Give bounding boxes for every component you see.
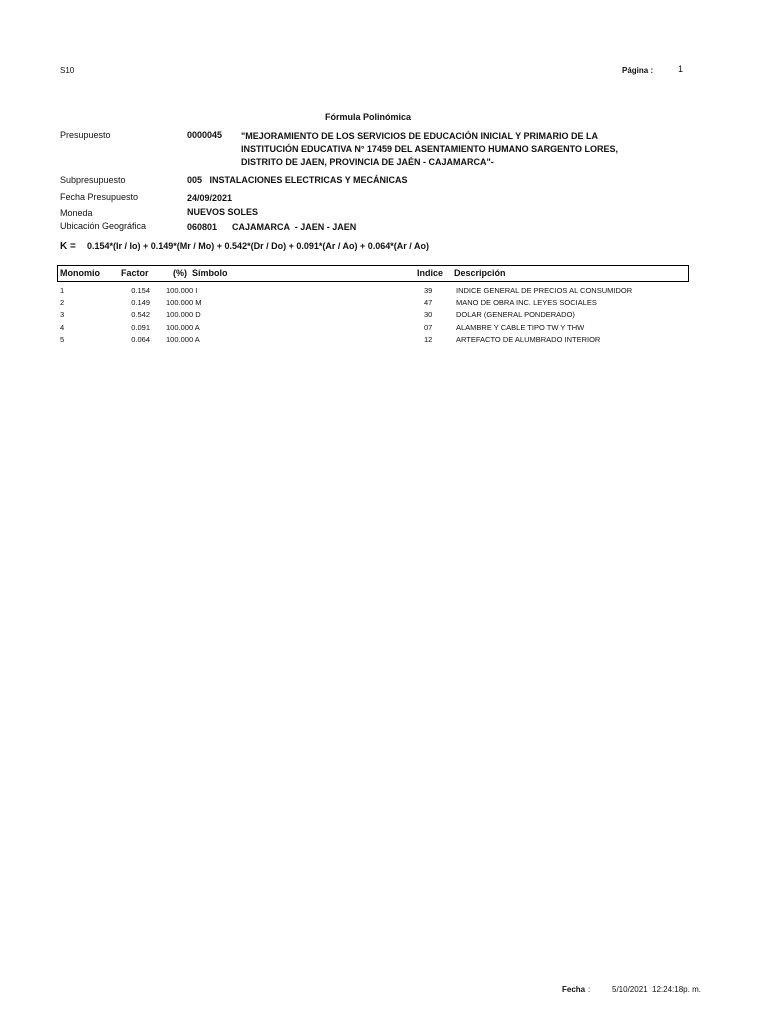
percent-symbol-cell: 100.000 A [166, 322, 200, 332]
header-indice: Indice [417, 268, 444, 278]
subpresupuesto-label: Subpresupuesto [60, 175, 126, 185]
monomio-cell: 5 [60, 334, 65, 344]
polynomial-formula [60, 241, 429, 252]
table-row [0, 335, 768, 347]
header-pct-simbolo: (%) Símbolo [173, 268, 228, 278]
factor-cell: 0.542 [131, 310, 150, 320]
document-title: Fórmula Polinómica [324, 112, 411, 122]
footer-date-colon: : [588, 985, 591, 994]
fecha-presupuesto-label: Fecha Presupuesto [60, 192, 139, 202]
subpresupuesto-value: 005 INSTALACIONES ELECTRICAS Y MECÁNICAS [187, 175, 408, 185]
table-row [0, 298, 768, 310]
presupuesto-code: 0000045 [187, 130, 223, 140]
formula-label: K = [60, 241, 76, 252]
indice-cell: 07 [424, 322, 433, 332]
monomio-cell: 1 [60, 286, 65, 295]
report-code: S10 [60, 66, 75, 75]
factor-cell: 0.091 [131, 322, 150, 332]
percent-symbol-cell: 100.000 A [166, 334, 200, 344]
descripcion-cell: ALAMBRE Y CABLE TIPO TW Y THW [456, 322, 585, 332]
indice-cell: 30 [424, 310, 433, 320]
indice-cell: 47 [424, 298, 433, 308]
percent-symbol-cell: 100.000 M [166, 298, 202, 308]
table-row [0, 310, 768, 322]
fecha-presupuesto-value: 24/09/2021 [187, 193, 233, 203]
descripcion-cell: INDICE GENERAL DE PRECIOS AL CONSUMIDOR [456, 286, 633, 295]
header-monomio: Monomio [60, 268, 100, 278]
indice-cell: 12 [424, 334, 433, 344]
presupuesto-description: "MEJORAMIENTO DE LOS SERVICIOS DE EDUCACIÓN INICIAL Y PRIMARIO DE LA INSTITUCIÓN EDUCATIVA N° 17459 DEL ASENTAMIENTO HUMANO SARGENTO LORES, DISTRITO DE JAEN, PROVINCIA DE JAÉN - CAJAMARCA"- [241, 131, 618, 167]
descripcion-cell: MANO DE OBRA INC. LEYES SOCIALES [456, 298, 597, 308]
factor-cell: 0.154 [131, 286, 150, 295]
table-row [0, 323, 768, 335]
header-factor: Factor [121, 268, 149, 278]
page-number: 1 [678, 64, 684, 74]
indice-cell: 39 [424, 286, 433, 295]
ubicacion-label: Ubicación Geográfica [60, 221, 147, 231]
moneda-value: NUEVOS SOLES [187, 207, 259, 217]
footer-date-value: 5/10/2021 12:24:18p. m. [612, 985, 701, 994]
descripcion-cell: DOLAR (GENERAL PONDERADO) [456, 310, 575, 320]
table-row [0, 286, 768, 298]
factor-cell: 0.064 [131, 334, 150, 344]
monomio-cell: 2 [60, 298, 65, 308]
percent-symbol-cell: 100.000 D [166, 310, 201, 320]
descripcion-cell: ARTEFACTO DE ALUMBRADO INTERIOR [456, 334, 601, 344]
ubicacion-value: 060801 CAJAMARCA - JAEN - JAEN [187, 222, 357, 232]
factor-cell: 0.149 [131, 298, 150, 308]
page-label: Página : [622, 66, 654, 75]
header-descripcion: Descripción [454, 268, 506, 278]
monomio-cell: 3 [60, 310, 65, 320]
monomio-cell: 4 [60, 322, 65, 332]
footer-date-label: Fecha [562, 985, 586, 994]
moneda-label: Moneda [60, 208, 93, 218]
table-header [57, 265, 689, 282]
presupuesto-label: Presupuesto [60, 130, 111, 140]
percent-symbol-cell: 100.000 I [166, 286, 198, 295]
formula-expression: 0.154*(Ir / Io) + 0.149*(Mr / Mo) + 0.542*(Dr / Do) + 0.091*(Ar / Ao) + 0.064*(Ar / Ao) [87, 241, 429, 251]
